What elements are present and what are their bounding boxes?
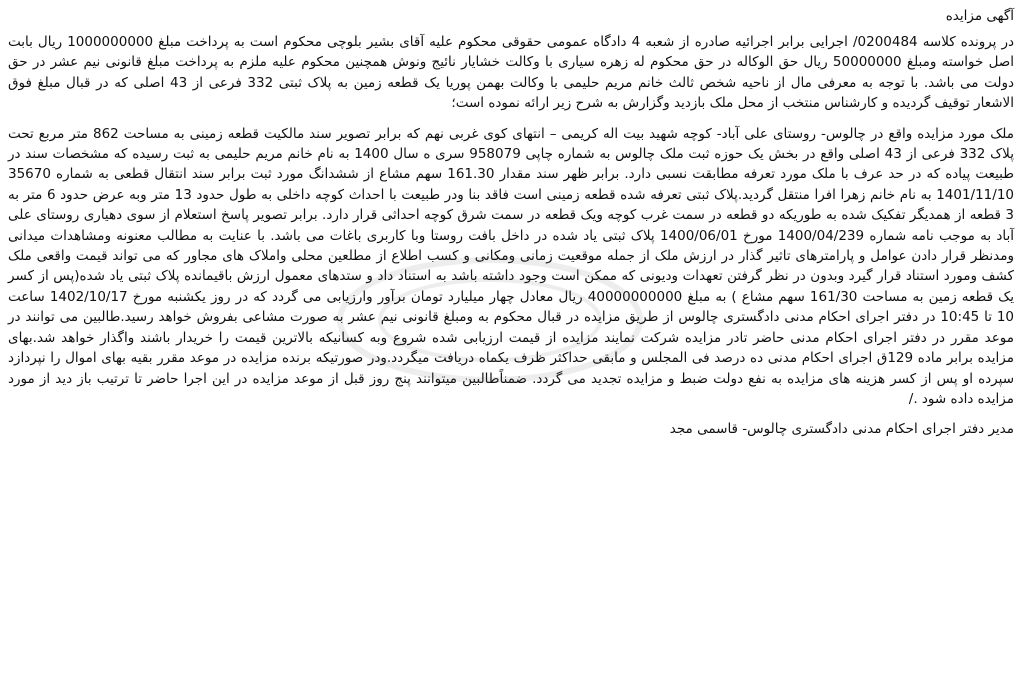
- paragraph-property-details: ملک مورد مزایده واقع در چالوس- روستای علی آباد- کوچه شهید بیت اله کریمی – انتهای کوی غربی نهم که برابر تصویر سند مالکیت قطعه زمینی به مساحت 862 متر مربع تحت پلاک 332 فرعی از 43 اصلی واقع در بخش یک حوزه ثبت ملک چالوس به شماره چاپی 958079 سری ه سال 1400 به نام خانم مریم حلیمی به ثبت رسیده که مشخصات سند در طبیعت پیاده که در حد عرف با ملک مورد تعرفه مطابقت نسبی دارد. برابر ظهر سند مقدار 161.30 سهم مشاع از ششدانگ مورد ثبت برابر سند انتقال قطعی به شماره 35670 1401/11/10 به نام خانم زهرا افرا منتقل گردید.پلاک ثبتی تعرفه شده قطعه زمینی است فاقد بنا ودر طبیعت با احداث کوچه داخلی به طول حدود 13 متر وبه عرض حدود 6 متر به 3 قطعه از همدیگر تفکیک شده به طوریکه دو قطعه در سمت غرب کوچه ویک قطعه در سمت شرق کوچه احداثی قرار دارد. برابر تصویر پاسخ استعلام از سوی دهیاری روستای علی آباد به موجب نامه شماره 1400/04/239 مورخ 1400/06/01 پلاک ثبتی یاد شده در داخل بافت روستا وبا کاربری باغات می باشد. با عنایت به مطالب معنونه ومشاهدات میدانی ومدنظر قرار دادن عوامل و پارامترهای تاثیر گذار در ارزش ملک از جمله موقعیت زمانی ومکانی و کسب اطلاع از مطلعین محلی واملاک های مجاور که می تواند قیمت واقعی ملک کشف ومورد استناد قرار گیرد وبدون در نظر گرفتن تعهدات ودیونی که ممکن است وجود داشته باشد به استناد داد و ستدهای معمول ارزش باقیمانده پلاک ثبتی یاد شده(پس از کسر یک قطعه زمین به مساحت 161/30 سهم مشاع ) به مبلغ 40000000000 ریال معادل چهار میلیارد تومان برآور وارزیابی می گردد که در روز یکشنبه مورخ 1402/10/17 ساعت 10 تا 10:45 در دفتر اجرای احکام مدنی دادگستری چالوس از طریق مزایده در قبال محکوم به ومبلغ قانونی نیم عشر به صورت مشاعی بفروش خواهد رسید.طالبین می توانند در موعد مقرر در دفتر اجرای احکام مدنی حاضر تادر مزایده شرکت نمایند مزایده از قیمت ارزیابی شده شروع وبه کسانیکه بالاترین قیمت را خریدار باشند واگذار خواهد شد.بهای مزایده برابر ماده 129ق اجرای احکام مدنی ده درصد فی المجلس و مابقی حداکثر ظرف یکماه دریافت میگردد.ودر صورتیکه برنده مزایده در موعد مقرر بقیه بهای اموال را نپردازد سپرده او پس از کسر هزینه های مزایده به نفع دولت ضبط و مزایده تجدید می گردد. ضمناًطالبین میتوانند پنج روز قبل از موعد مزایده در این اجرا حاضر تا ترتیب باز دید از مورد مزایده داده شود ./: [8, 125, 1014, 407]
- document-title: آگهی مزایده: [945, 8, 1014, 24]
- signature-line: مدیر دفتر اجرای احکام مدنی دادگستری چالوس- قاسمی مجد: [669, 421, 1014, 438]
- paragraph-case-details: در پرونده کلاسه 0200484/ اجرایی برابر اجرائیه صادره از شعبه 4 دادگاه عمومی حقوقی محکوم علیه آقای بشیر بلوچی محکوم است به پرداخت مبلغ 1000000000 ریال بابت اصل خواسته ومبلغ 50000000 ریال حق الوکاله در حق محکوم له زهره سیاری با وکالت خشایار نائیج ونوش همچنین محکوم علیه ملزم به پرداخت مبلغ قانونی نیم عشر در حق دولت می باشد. با توجه به معرفی مال از ناحیه شخص ثالث خانم مریم حلیمی با وکالت بهمن پوریا یک قطعه زمین به پلاک ثبتی 332 فرعی از 43 اصلی که در قبال مبلغ فوق الاشعار توقیف گردیده و کارشناس منتخب از محل ملک بازدید وگزارش به شرح زیر ارائه نموده است؛: [8, 34, 1015, 112]
